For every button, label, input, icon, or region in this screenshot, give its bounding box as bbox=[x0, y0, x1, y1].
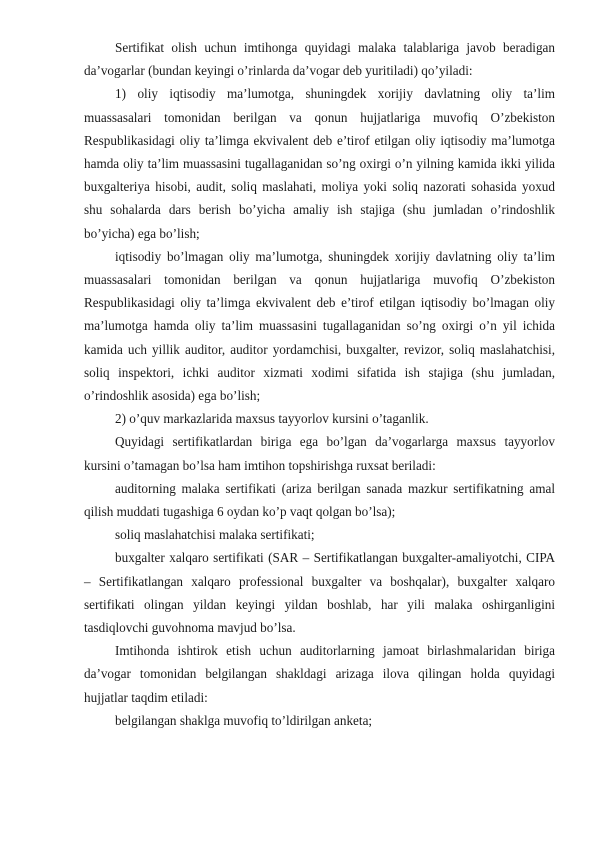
paragraph-non-economic-education: iqtisodiy bo’lmagan oliy ma’lumotga, shuningdek xorijiy davlatning oliy ta’lim muassasalari tomonidan berilgan va qonun hujjatlariga muvofiq O’zbekiston Respublikasidagi oliy ta’limga ekvivalent deb e’tirof etilgan iqtisodiy bo’lmagan oliy ma’lumotga hamda oliy ta’lim muassasini tugallaganidan so’ng oxirgi o’n yil ichida kamida uch yillik auditor, auditor yordamchisi, buxgalter, revizor, soliq maslahatchisi, soliq inspektori, ichki auditor xizmati xodimi sifatida ish stajiga (shu jumladan, o’rindoshlik asosida) ega bo’lish; bbox=[84, 248, 555, 404]
paragraph-certificate-holders: Quyidagi sertifikatlardan biriga ega bo’lgan da’vogarlarga maxsus tayyorlov kursini o’tamagan bo’lsa ham imtihon topshirishga ruxsat beriladi: bbox=[84, 434, 555, 473]
paragraph-application-documents: Imtihonda ishtirok etish uchun auditorlarning jamoat birlashmalaridan biriga da’vogar tomonidan belgilangan shakldagi arizaga ilova qilingan holda quyidagi hujjatlar taqdim etiladi: bbox=[84, 643, 555, 705]
paragraph-international-accountant-certificate: buxgalter xalqaro sertifikati (SAR – Sertifikatlangan buxgalter-amaliyotchi, CIPA – Sertifikatlangan xalqaro professional buxgalter va boshqalar), buxgalter xalqaro sertifikati olingan yildan keyingi yildan boshlab, har yili malaka oshirganligini tasdiqlovchi guvohnoma mavjud bo’lsa. bbox=[84, 550, 555, 636]
document-page bbox=[84, 36, 555, 732]
paragraph-auditor-certificate: auditorning malaka sertifikati (ariza berilgan sanada mazkur sertifikatning amal qilish muddati tugashiga 6 oydan ko’p vaqt qolgan bo’lsa); bbox=[84, 480, 555, 520]
paragraph-training-course: 2) o’quv markazlarida maxsus tayyorlov kursini o’taganlik. bbox=[115, 411, 429, 427]
paragraph-higher-economic-education: 1) oliy iqtisodiy ma’lumotga, shuningdek xorijiy davlatning oliy ta’lim muassasalari tomonidan berilgan va qonun hujjatlariga muvofiq O’zbekiston Respublikasidagi oliy ta’limga ekvivalent deb e’tirof etilgan oliy iqtisodiy ma’lumotga hamda oliy ta’lim muassasini tugallaganidan so’ng oxirgi o’n yilning kamida ikki yilida buxgalteriya hisobi, audit, soliq maslahati, moliya yoki soliq nazorati sohasida yoxud shu sohalarda dars berish bo’yicha amaliy ish stajiga (shu jumladan o’rindoshlik bo’yicha) ega bo’lish; bbox=[84, 86, 555, 241]
paragraph-questionnaire: belgilangan shaklga muvofiq to’ldirilgan anketa; bbox=[115, 712, 373, 728]
paragraph-tax-consultant-certificate: soliq maslahatchisi malaka sertifikati; bbox=[115, 527, 315, 543]
paragraph-exam-requirements-intro: Sertifikat olish uchun imtihonga quyidagi malaka talablariga javob beradigan da’vogarlar (bundan keyingi o’rinlarda da’vogar deb yuritiladi) qo’yiladi: bbox=[84, 40, 555, 79]
